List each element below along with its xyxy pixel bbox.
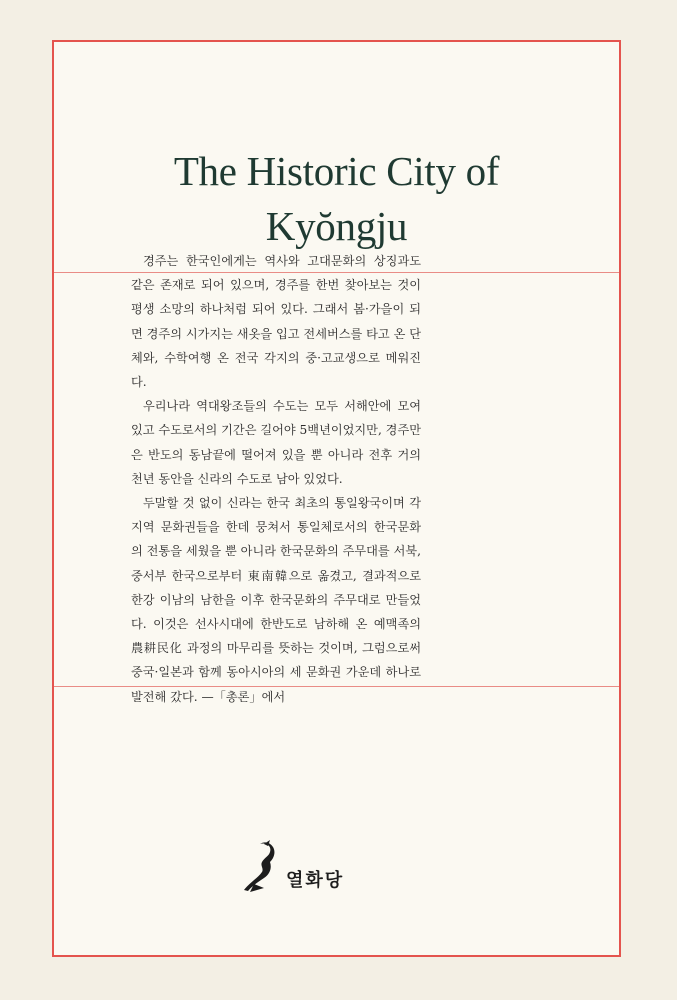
publisher-name: 열화당 <box>286 870 345 891</box>
description-paragraph-3: 두말할 것 없이 신라는 한국 최초의 통일왕국이며 각지역 문화권들을 한데 뭉쳐서 통일체로서의 한국문화의 전통을 세웠을 뿐 아니라 한국문화의 주무대를 서북, 중서부 한국으로부터 東南韓으로 옮겼고, 결과적으로 한강 이남의 남한을 이후 한국문화의 주무대로 만들었다. 이것은 선사시대에 한반도로 남하해 온 예맥족의 農耕民化 과정의 마무리를 뜻하는 것이며, 그럼으로써 중국·일본과 함께 동아시아의 세 문화권 가운데 하나로 발전해 갔다. —「총론」에서 <box>131 496 422 704</box>
book-title <box>54 144 619 254</box>
book-description <box>131 249 421 709</box>
publisher-mark <box>240 838 400 898</box>
bird-logo-icon <box>240 838 280 898</box>
description-paragraph-1: 경주는 한국인에게는 역사와 고대문화의 상징과도 같은 존재로 되어 있으며, 경주를 한번 찾아보는 것이 평생 소망의 하나처럼 되어 있다. 그래서 봄·가을이 되면 경주의 시가지는 새옷을 입고 전세버스를 타고 온 단체와, 수학여행 온 전국 각지의 중·고교생으로 메워진다. <box>131 254 422 390</box>
book-title-line-1: The Historic City of <box>173 148 500 194</box>
description-paragraph-2: 우리나라 역대왕조들의 수도는 모두 서해안에 모여 있고 수도로서의 기간은 길어야 5백년이었지만, 경주만은 반도의 동남끝에 떨어져 있을 뿐 아니라 전후 거의 천년 동안을 신라의 수도로 남아 있었다. <box>131 399 422 486</box>
book-title-line-2: Kyŏngju <box>265 203 408 249</box>
